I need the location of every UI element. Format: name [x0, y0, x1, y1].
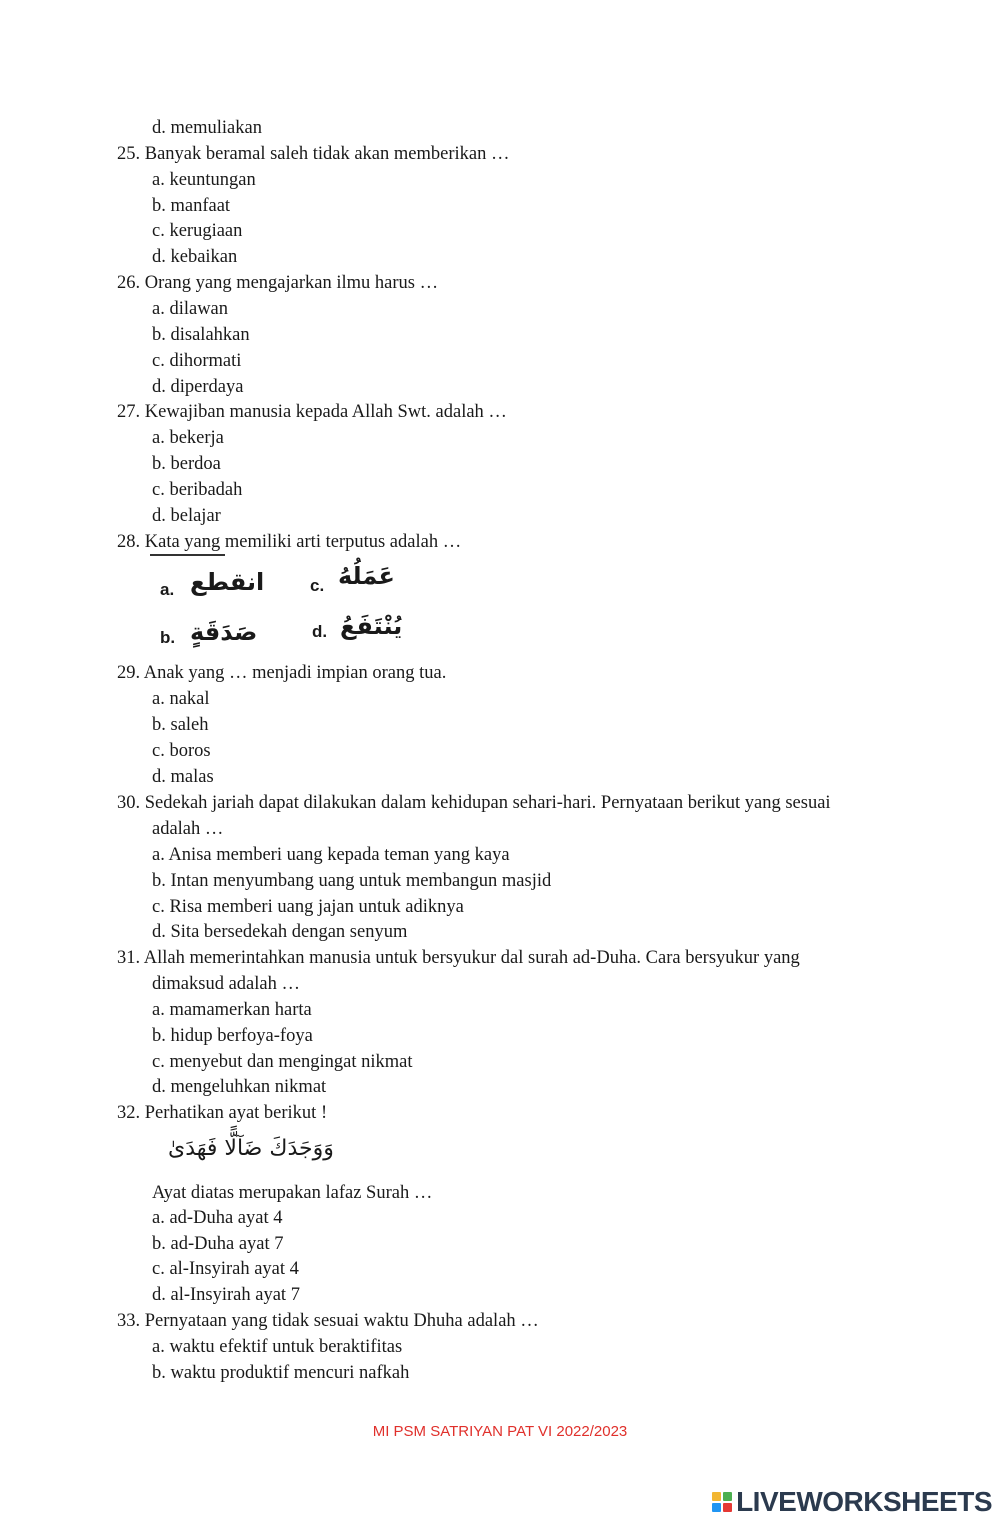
- q28-label-c: c.: [310, 576, 325, 595]
- q28-label-a: a.: [160, 580, 175, 599]
- q28-arabic-b: صَدَقَةٍ: [190, 618, 258, 646]
- option-29b: b. saleh: [152, 715, 209, 735]
- question-32-cont: Ayat diatas merupakan lafaz Surah …: [152, 1183, 433, 1203]
- q28-arabic-c: عَمَلُهُ: [338, 562, 395, 590]
- option-25a: a. keuntungan: [152, 170, 256, 190]
- question-29: 29. Anak yang … menjadi impian orang tua.: [117, 663, 447, 683]
- question-26: 26. Orang yang mengajarkan ilmu harus …: [117, 273, 439, 293]
- option-26a: a. dilawan: [152, 299, 229, 319]
- option-29c: c. boros: [152, 741, 211, 761]
- page-footer: MI PSM SATRIYAN PAT VI 2022/2023: [372, 1423, 628, 1440]
- option-31d: d. mengeluhkan nikmat: [152, 1077, 327, 1097]
- q28-arabic-d: يُنْتَفَعُ: [340, 612, 403, 640]
- option-31b: b. hidup berfoya-foya: [152, 1026, 313, 1046]
- q28-label-b: b.: [160, 628, 176, 647]
- option-30d: d. Sita bersedekah dengan senyum: [152, 922, 408, 942]
- liveworksheets-brand[interactable]: [712, 1486, 992, 1518]
- option-33a: a. waktu efektif untuk beraktifitas: [152, 1337, 403, 1357]
- option-31c: c. menyebut dan mengingat nikmat: [152, 1052, 413, 1072]
- option-32a: a. ad-Duha ayat 4: [152, 1208, 283, 1228]
- option-25c: c. kerugiaan: [152, 221, 243, 241]
- option-32d: d. al-Insyirah ayat 7: [152, 1285, 300, 1305]
- option-31a: a. mamamerkan harta: [152, 1000, 312, 1020]
- option-29a: a. nakal: [152, 689, 210, 709]
- option-27c: c. beribadah: [152, 480, 243, 500]
- brand-text: LIVEWORKSHEETS: [736, 1486, 992, 1517]
- option-27d: d. belajar: [152, 506, 221, 526]
- question-33: 33. Pernyataan yang tidak sesuai waktu Dhuha adalah …: [117, 1311, 539, 1331]
- option-24d: d. memuliakan: [152, 118, 262, 138]
- question-31: 31. Allah memerintahkan manusia untuk bersyukur dal surah ad-Duha. Cara bersyukur yang: [117, 948, 800, 968]
- option-25d: d. kebaikan: [152, 247, 238, 267]
- option-25b: b. manfaat: [152, 196, 231, 216]
- option-33b: b. waktu produktif mencuri nafkah: [152, 1363, 410, 1383]
- question-27: 27. Kewajiban manusia kepada Allah Swt. adalah …: [117, 402, 507, 422]
- question-32: 32. Perhatikan ayat berikut !: [117, 1103, 328, 1123]
- question-30: 30. Sedekah jariah dapat dilakukan dalam kehidupan sehari-hari. Pernyataan berikut yang sesuai: [117, 793, 831, 813]
- liveworksheets-logo-icon: [712, 1492, 732, 1512]
- scan-underline-mark: [150, 554, 225, 556]
- q28-label-d: d.: [312, 622, 328, 641]
- option-27a: a. bekerja: [152, 428, 224, 448]
- option-32b: b. ad-Duha ayat 7: [152, 1234, 284, 1254]
- q28-arabic-a: انقطع: [190, 568, 265, 596]
- question-28: 28. Kata yang memiliki arti terputus adalah …: [117, 532, 462, 552]
- option-29d: d. malas: [152, 767, 214, 787]
- option-30c: c. Risa memberi uang jajan untuk adiknya: [152, 897, 464, 917]
- option-30b: b. Intan menyumbang uang untuk membangun masjid: [152, 871, 552, 891]
- q32-ayat-arabic: وَوَجَدَكَ ضَآلًّا فَهَدَىٰ: [168, 1136, 334, 1161]
- option-27b: b. berdoa: [152, 454, 221, 474]
- question-25: 25. Banyak beramal saleh tidak akan memberikan …: [117, 144, 510, 164]
- option-32c: c. al-Insyirah ayat 4: [152, 1259, 299, 1279]
- option-26d: d. diperdaya: [152, 377, 244, 397]
- question-31-cont: dimaksud adalah …: [152, 974, 300, 994]
- option-26c: c. dihormati: [152, 351, 242, 371]
- option-30a: a. Anisa memberi uang kepada teman yang kaya: [152, 845, 510, 865]
- option-26b: b. disalahkan: [152, 325, 250, 345]
- question-30-cont: adalah …: [152, 819, 224, 839]
